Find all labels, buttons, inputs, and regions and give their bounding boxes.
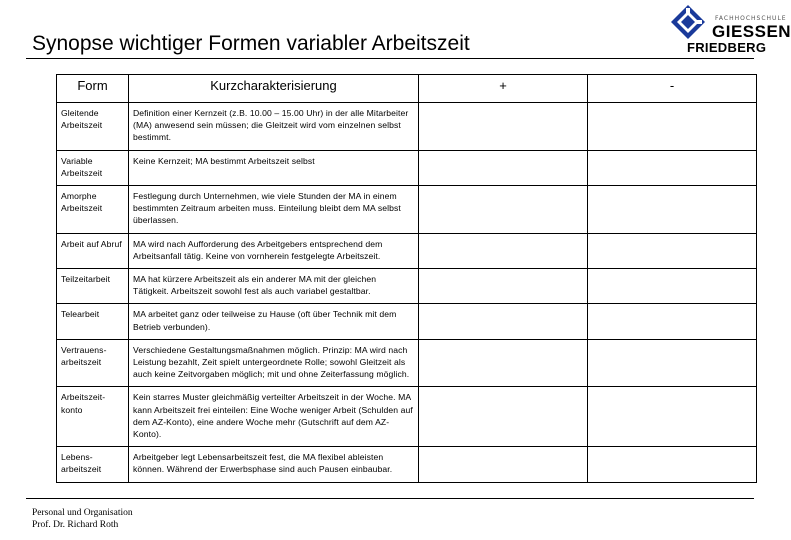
column-header-description: Kurzcharakterisierung [129,75,419,103]
advantages-cell [419,447,588,482]
disadvantages-cell [588,186,757,234]
table-row [57,233,757,268]
description-cell: MA wird nach Aufforderung des Arbeitgebers entsprechend dem Arbeitsanfall tätig. Keine von vornherein festgelegte Arbeitszeit. [129,233,419,268]
description-cell: Arbeitgeber legt Lebensarbeitszeit fest, die MA flexibel ableisten können. Während der Erwerbsphase sind auch Pausen einbaubar. [129,447,419,482]
description-cell: Keine Kernzeit; MA bestimmt Arbeitszeit selbst [129,150,419,185]
logo-line-1: GIESSEN [712,22,791,41]
column-header-disadvantages: - [588,75,757,103]
table-row [57,339,757,387]
advantages-cell [419,269,588,304]
advantages-cell [419,304,588,339]
disadvantages-cell [588,269,757,304]
description-cell: Verschiedene Gestaltungsmaßnahmen möglich. Prinzip: MA wird nach Leistung bezahlt, Zeit spielt untergeordnete Rolle; sowohl Gleitzeit als auch keine Zeitvorgaben möglich; mit und ohne Zeiterfassung möglich. [129,339,419,387]
description-cell: Festlegung durch Unternehmen, wie viele Stunden der MA in einem bestimmten Zeitraum arbeiten muss. Einteilung bleibt dem MA selbst überlassen. [129,186,419,234]
form-cell: Telearbeit [57,304,129,339]
form-cell: Lebens-arbeitszeit [57,447,129,482]
table-row [57,103,757,151]
table-row [57,447,757,482]
advantages-cell [419,339,588,387]
disadvantages-cell [588,103,757,151]
form-cell: Teilzeitarbeit [57,269,129,304]
table-row [57,150,757,185]
footer-course: Personal und Organisation [32,508,133,518]
disadvantages-cell [588,150,757,185]
description-cell: Definition einer Kernzeit (z.B. 10.00 – 15.00 Uhr) in der alle Mitarbeiter (MA) anwesend sein müssen; die Gleitzeit wird vom einzelnen selbst bestimmt. [129,103,419,151]
advantages-cell [419,186,588,234]
column-header-advantages: + [419,75,588,103]
title-divider [26,58,754,59]
form-cell: Vertrauens-arbeitszeit [57,339,129,387]
advantages-cell [419,150,588,185]
form-cell: Variable Arbeitszeit [57,150,129,185]
page-title: Synopse wichtiger Formen variabler Arbeitszeit [32,32,470,55]
logo-line-2: FRIEDBERG [687,40,767,55]
disadvantages-cell [588,233,757,268]
form-cell: Arbeit auf Abruf [57,233,129,268]
logo-diamond-icon [670,4,706,40]
advantages-cell [419,387,588,447]
form-cell: Amorphe Arbeitszeit [57,186,129,234]
column-header-form: Form [57,75,129,103]
disadvantages-cell [588,339,757,387]
footer [32,507,133,531]
description-cell: MA arbeitet ganz oder teilweise zu Hause (oft über Technik mit dem Betrieb verbunden). [129,304,419,339]
description-cell: MA hat kürzere Arbeitszeit als ein anderer MA mit der gleichen Tätigkeit. Arbeitszeit sowohl fest als auch variabel gestaltbar. [129,269,419,304]
form-cell: Gleitende Arbeitszeit [57,103,129,151]
footer-author: Prof. Dr. Richard Roth [32,520,119,530]
disadvantages-cell [588,304,757,339]
form-cell: Arbeitszeit-konto [57,387,129,447]
advantages-cell [419,103,588,151]
table-row [57,304,757,339]
university-logo [668,2,791,55]
footer-divider [26,498,754,499]
table-row [57,387,757,447]
advantages-cell [419,233,588,268]
synopsis-table [56,74,757,483]
table-row [57,186,757,234]
description-cell: Kein starres Muster gleichmäßig verteilter Arbeitszeit in der Woche. MA kann Arbeitszeit frei einteilen: Eine Woche weniger Arbeit (Schulden auf dem AZ-Konto), eine andere Woche mehr (Gutschrift auf dem AZ-Konto). [129,387,419,447]
disadvantages-cell [588,447,757,482]
logo-subtitle: FACHHOCHSCHULE [715,15,787,22]
table-header-row [57,75,757,103]
disadvantages-cell [588,387,757,447]
table-row [57,269,757,304]
